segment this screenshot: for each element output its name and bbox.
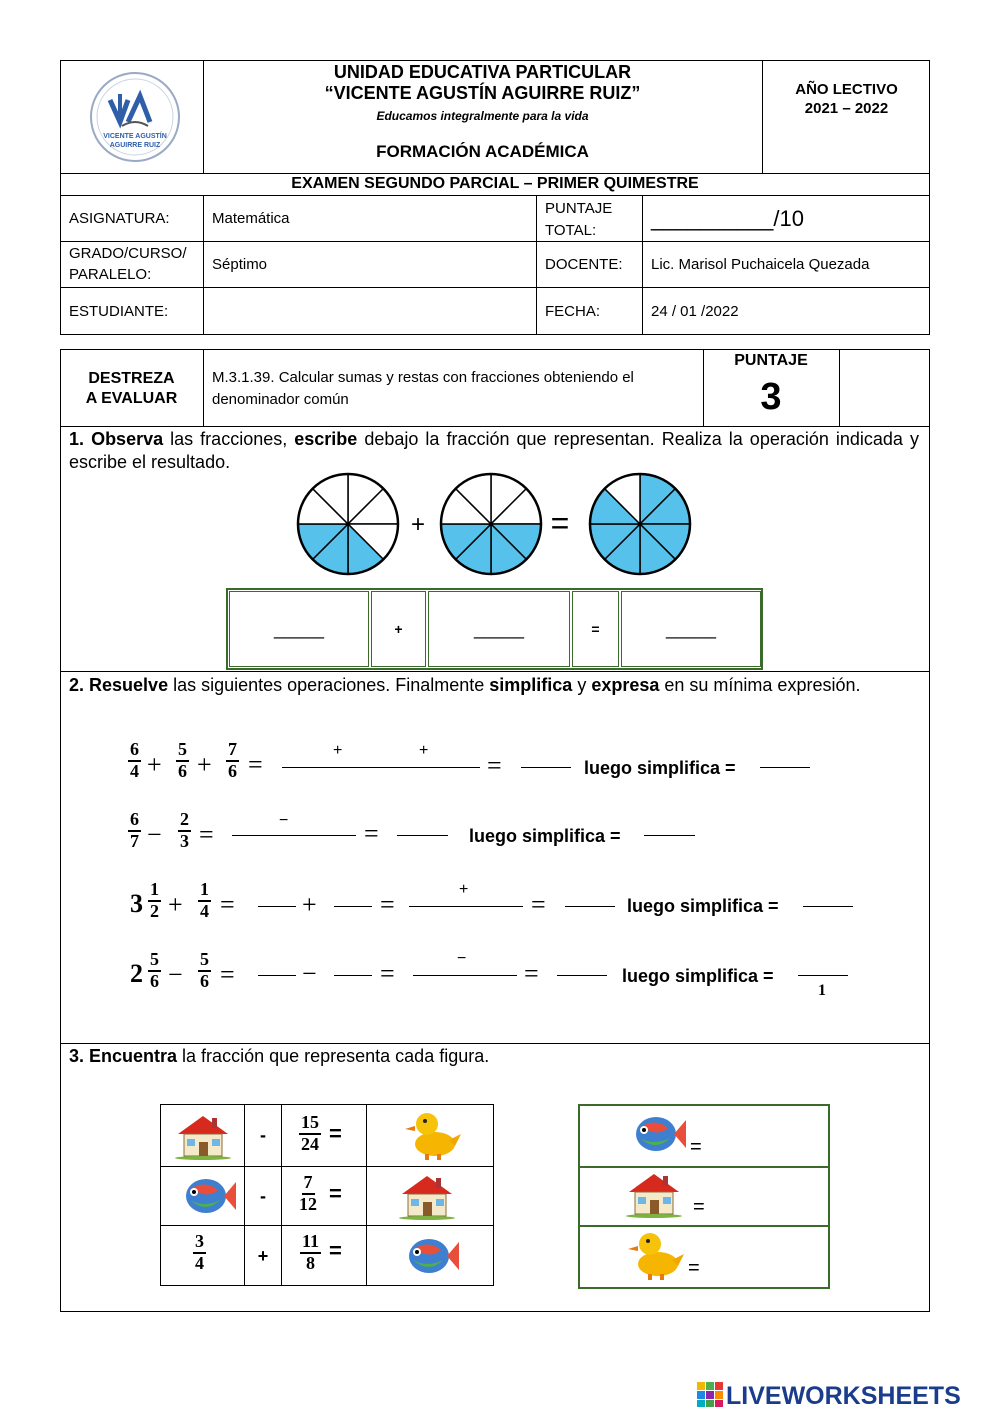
q2-r4-result[interactable] [798,975,848,976]
q2-r1-simplify: luego simplifica = [584,758,736,778]
subject-value: Matemática [212,210,290,227]
q2-r2-frac2: $\frac{2}{3}$ [180,809,189,851]
house-answer-input[interactable] [710,1170,826,1224]
q2-r3-blank4[interactable] [565,906,615,907]
duck-answer-input[interactable] [706,1230,826,1286]
house-icon [396,1172,458,1225]
q2-r2-blank1[interactable] [232,835,356,836]
pie-equals-sign: = [550,505,570,541]
q2-r3-blank3[interactable] [409,906,523,907]
q1-pie-equation [290,468,700,580]
q1-answer-result[interactable]: _____ [621,591,761,667]
q3-r2-frac: $\frac{7}{12}$ [299,1172,317,1214]
q1-plus: + [371,591,426,667]
q2-r4-blank4[interactable] [557,975,607,976]
student-field[interactable] [212,288,532,334]
q2-r4-blank2[interactable] [334,975,372,976]
duck-icon [405,1108,463,1167]
q1-answer-1[interactable]: _____ [229,591,369,667]
q2-r4-blank1[interactable] [258,975,296,976]
skill-label-2: A EVALUAR [85,390,178,407]
school-year [763,80,930,118]
skill-label-1: DESTREZA [88,370,175,387]
logo-text-1: VICENTE AGUSTÍN [103,133,167,140]
q2-r3-blank1[interactable] [258,906,296,907]
q2-r4-blank3[interactable] [413,975,517,976]
q3-r3-left-frac: $\frac{3}{4}$ [195,1231,204,1273]
q2-r2-blank2[interactable] [397,835,448,836]
school-name [203,62,762,104]
q3-instruction: 3. Encuentra la fracción que representa cada figura. [69,1046,490,1066]
brand-text: LIVEWORKSHEETS [726,1382,961,1408]
teacher-value: Lic. Marisol Puchaicela Quezada [651,256,870,273]
q2-r4-frac2: $\frac{5}{6}$ [200,949,209,991]
q2-instruction: 2. Resuelve las siguientes operaciones. Finalmente simplifica y expresa en su mínima expresión. [69,675,861,695]
fish-answer-icon [632,1108,686,1165]
score-label: PUNTAJE TOTAL: [545,200,613,239]
q2-r2-result[interactable] [644,835,695,836]
q2-r1-frac2: $\frac{5}{6}$ [178,739,187,781]
skill-score-label: PUNTAJE [734,352,808,369]
q2-r1-result[interactable] [760,767,810,768]
pie-2 [441,474,541,574]
q1-equals: = [572,591,619,667]
exam-title: EXAMEN SEGUNDO PARCIAL – PRIMER QUIMESTRE [291,175,699,192]
fish-icon [405,1230,459,1287]
q2-r3-result[interactable] [803,906,853,907]
fish-icon [182,1170,236,1227]
q2-r3-frac2: $\frac{1}{4}$ [200,879,209,921]
liveworksheets-logo [697,1380,995,1408]
q2-r2-simplify: luego simplifica = [469,826,621,846]
score-field[interactable]: __________/10 [651,205,804,231]
pie-1 [298,474,398,574]
q1-answer-2[interactable]: _____ [428,591,570,667]
school-logo [88,70,182,164]
q2-r1-frac3: $\frac{7}{6}$ [228,739,237,781]
q3-r1-frac: $\frac{15}{24}$ [301,1112,319,1154]
pie-plus-sign: + [410,511,426,538]
grade-label: GRADO/CURSO/ PARALELO: [69,245,187,283]
q2-r1-blank2[interactable] [521,767,571,768]
fish-answer-input[interactable] [708,1110,826,1164]
grade-value: Séptimo [212,256,268,273]
skill-text: M.3.1.39. Calcular sumas y restas con fracciones obteniendo el denominador común [212,369,634,408]
school-motto: Educamos integralmente para la vida [376,109,589,123]
q2-r2-frac1: $\frac{6}{7}$ [130,809,139,851]
skill-score-value: 3 [760,376,782,418]
q2-r3-frac1: $\frac{1}{2}$ [150,879,159,921]
department: FORMACIÓN ACADÉMICA [376,142,589,161]
school-line-1: UNIDAD EDUCATIVA PARTICULAR [333,62,632,82]
school-line-2: “VICENTE AGUSTÍN AGUIRRE RUIZ” [324,83,641,103]
date-label: FECHA: [545,302,601,320]
logo-text-2: AGUIRRE RUIZ [109,142,161,149]
date-value: 24 / 01 /2022 [651,302,739,320]
q3-r3-frac: $\frac{11}{8}$ [302,1231,320,1273]
q2-r3-simplify: luego simplifica = [627,896,779,916]
q2-r4-frac1: $\frac{5}{6}$ [150,949,159,991]
q2-r3-blank2[interactable] [334,906,372,907]
year-value: 2021 – 2022 [804,100,889,117]
q1-instruction: 1. Observa las fracciones, escribe debajo la fracción que representan. Realiza la operación indicada y escribe el resultado. [69,429,919,472]
teacher-label: DOCENTE: [545,256,623,273]
q2-r1-blank1[interactable] [282,767,480,768]
subject-label: ASIGNATURA: [69,210,170,227]
duck-answer-icon [628,1228,686,1287]
pie-3 [590,474,690,574]
house-answer-icon [623,1170,685,1223]
student-label: ESTUDIANTE: [69,302,169,320]
q2-r4-result-den: 1 [818,982,826,999]
skill-label [60,369,203,409]
house-icon [172,1112,234,1165]
q2-r1-frac1: $\frac{6}{4}$ [130,739,139,781]
year-label: AÑO LECTIVO [795,81,898,98]
q2-r4-simplify: luego simplifica = [622,966,774,986]
